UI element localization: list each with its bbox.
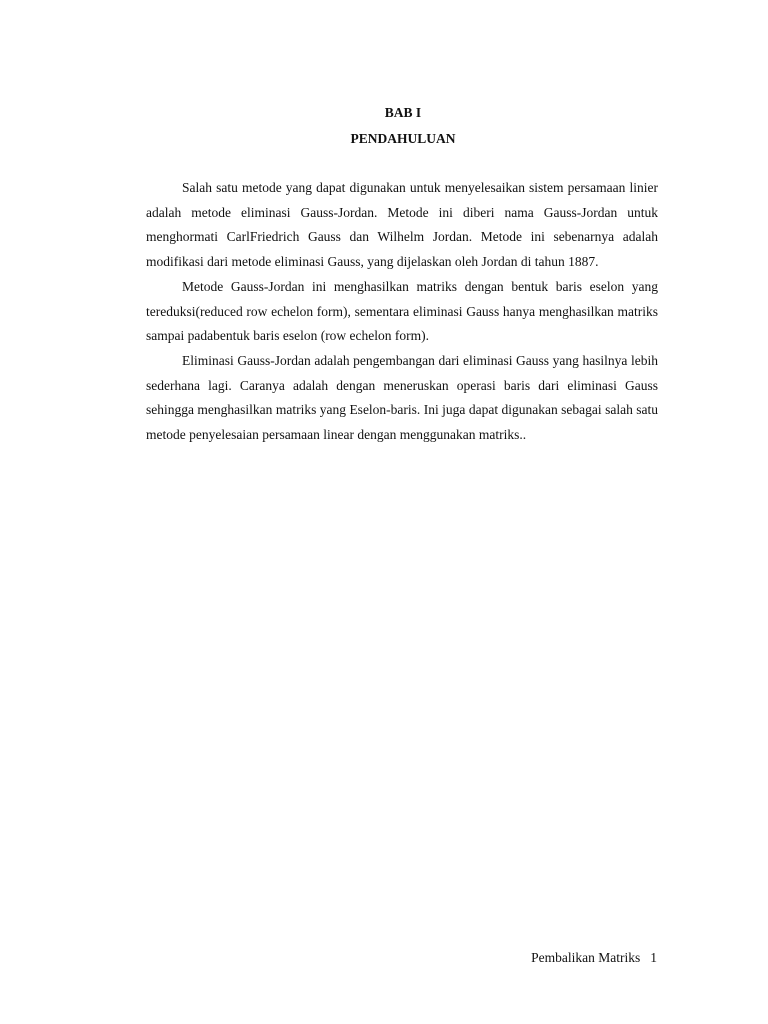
page-footer <box>531 948 657 968</box>
chapter-title: PENDAHULUAN <box>350 131 456 146</box>
paragraph-3: Eliminasi Gauss-Jordan adalah pengembangan dari eliminasi Gauss yang hasilnya lebih sederhana lagi. Caranya adalah dengan meneruskan operasi baris dari eliminasi Gauss sehingga menghasilkan matriks yang Eselon-baris. Ini juga dapat digunakan sebagai salah satu metode penyelesaian persamaan linear dengan menggunakan matriks.. <box>146 352 658 443</box>
paragraph-2: Metode Gauss-Jordan ini menghasilkan matriks dengan bentuk baris eselon yang tereduksi(reduced row echelon form), sementara eliminasi Gauss hanya menghasilkan matriks sampai padabentuk baris eselon (row echelon form). <box>146 278 658 344</box>
body-text <box>146 176 658 448</box>
chapter-number: BAB I <box>384 105 422 120</box>
paragraph-1: Salah satu metode yang dapat digunakan untuk menyelesaikan sistem persamaan linier adalah metode eliminasi Gauss-Jordan. Metode ini diberi nama Gauss-Jordan untuk menghormati CarlFriedrich Gauss dan Wilhelm Jordan. Metode ini sebenarnya adalah modifikasi dari metode eliminasi Gauss, yang dijelaskan oleh Jordan di tahun 1887. <box>146 180 658 270</box>
page-number: 1 <box>650 950 657 965</box>
footer-running-title: Pembalikan Matriks <box>531 950 641 965</box>
